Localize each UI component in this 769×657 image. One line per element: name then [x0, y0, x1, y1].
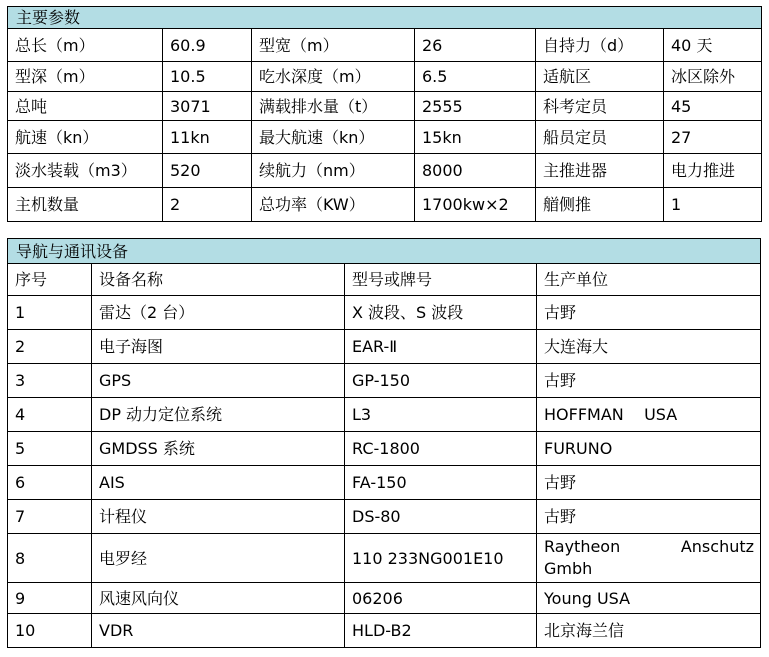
param-label: 最大航速（kn）: [252, 121, 415, 154]
param-value: 27: [664, 121, 762, 154]
model-number: HLD-B2: [345, 614, 537, 648]
param-value: 8000: [415, 154, 536, 188]
column-header-row: [8, 264, 761, 296]
column-header: 设备名称: [92, 264, 345, 296]
manufacturer: 北京海兰信: [537, 614, 761, 648]
device-name: GPS: [92, 364, 345, 398]
manufacturer: 古野: [537, 500, 761, 534]
nav-equipment-table: [7, 238, 761, 648]
param-row: [8, 188, 762, 222]
device-name: 计程仪: [92, 500, 345, 534]
model-number: 110 233NG001E10: [345, 534, 537, 583]
param-value: 电力推进: [664, 154, 762, 188]
param-label: 型深（m）: [8, 62, 163, 92]
model-number: X 波段、S 波段: [345, 296, 537, 330]
equipment-row: [8, 614, 761, 648]
param-value: 10.5: [163, 62, 252, 92]
param-row: [8, 29, 762, 62]
row-index: 9: [8, 583, 92, 614]
row-index: 2: [8, 330, 92, 364]
param-label: 船员定员: [536, 121, 664, 154]
manufacturer: 古野: [537, 466, 761, 500]
row-index: 8: [8, 534, 92, 583]
row-index: 10: [8, 614, 92, 648]
param-value: 11kn: [163, 121, 252, 154]
row-index: 3: [8, 364, 92, 398]
manufacturer: Raytheon Anschutz Gmbh: [537, 534, 761, 583]
equipment-row: [8, 296, 761, 330]
model-number: L3: [345, 398, 537, 432]
equipment-row: [8, 432, 761, 466]
model-number: FA-150: [345, 466, 537, 500]
param-label: 型宽（m）: [252, 29, 415, 62]
param-label: 科考定员: [536, 92, 664, 121]
param-value: 40 天: [664, 29, 762, 62]
equipment-row: [8, 534, 761, 583]
main-params-title: 主要参数: [8, 7, 762, 29]
model-number: EAR-Ⅱ: [345, 330, 537, 364]
equipment-row: [8, 398, 761, 432]
param-value: 3071: [163, 92, 252, 121]
row-index: 4: [8, 398, 92, 432]
param-label: 总长（m）: [8, 29, 163, 62]
manufacturer: 大连海大: [537, 330, 761, 364]
equipment-row: [8, 583, 761, 614]
param-value: 6.5: [415, 62, 536, 92]
param-label: 适航区: [536, 62, 664, 92]
column-header: 型号或牌号: [345, 264, 537, 296]
param-label: 淡水装载（m3）: [8, 154, 163, 188]
param-value: 2: [163, 188, 252, 222]
param-row: [8, 154, 762, 188]
param-label: 续航力（nm）: [252, 154, 415, 188]
param-label: 主机数量: [8, 188, 163, 222]
param-value: 45: [664, 92, 762, 121]
device-name: AIS: [92, 466, 345, 500]
device-name: VDR: [92, 614, 345, 648]
param-label: 主推进器: [536, 154, 664, 188]
param-label: 总功率（KW）: [252, 188, 415, 222]
param-value: 1: [664, 188, 762, 222]
model-number: GP-150: [345, 364, 537, 398]
column-header: 序号: [8, 264, 92, 296]
equipment-row: [8, 364, 761, 398]
row-index: 6: [8, 466, 92, 500]
device-name: 电罗经: [92, 534, 345, 583]
device-name: 雷达（2 台）: [92, 296, 345, 330]
device-name: 电子海图: [92, 330, 345, 364]
main-params-table: [7, 6, 762, 222]
equipment-row: [8, 500, 761, 534]
row-index: 7: [8, 500, 92, 534]
equipment-row: [8, 330, 761, 364]
param-value: 冰区除外: [664, 62, 762, 92]
param-row: [8, 121, 762, 154]
device-name: 风速风向仪: [92, 583, 345, 614]
equipment-row: [8, 466, 761, 500]
param-value: 26: [415, 29, 536, 62]
column-header: 生产单位: [537, 264, 761, 296]
param-value: 15kn: [415, 121, 536, 154]
param-label: 满载排水量（t）: [252, 92, 415, 121]
nav-equipment-title: 导航与通讯设备: [8, 239, 761, 264]
param-value: 520: [163, 154, 252, 188]
param-value: 1700kw×2: [415, 188, 536, 222]
device-name: GMDSS 系统: [92, 432, 345, 466]
row-index: 5: [8, 432, 92, 466]
manufacturer: HOFFMAN USA: [537, 398, 761, 432]
param-label: 吃水深度（m）: [252, 62, 415, 92]
param-value: 60.9: [163, 29, 252, 62]
manufacturer: 古野: [537, 296, 761, 330]
device-name: DP 动力定位系统: [92, 398, 345, 432]
model-number: 06206: [345, 583, 537, 614]
param-label: 自持力（d）: [536, 29, 664, 62]
manufacturer: 古野: [537, 364, 761, 398]
param-label: 艏侧推: [536, 188, 664, 222]
row-index: 1: [8, 296, 92, 330]
param-row: [8, 92, 762, 121]
param-label: 航速（kn）: [8, 121, 163, 154]
param-row: [8, 62, 762, 92]
param-value: 2555: [415, 92, 536, 121]
model-number: DS-80: [345, 500, 537, 534]
param-label: 总吨: [8, 92, 163, 121]
model-number: RC-1800: [345, 432, 537, 466]
manufacturer: FURUNO: [537, 432, 761, 466]
manufacturer: Young USA: [537, 583, 761, 614]
